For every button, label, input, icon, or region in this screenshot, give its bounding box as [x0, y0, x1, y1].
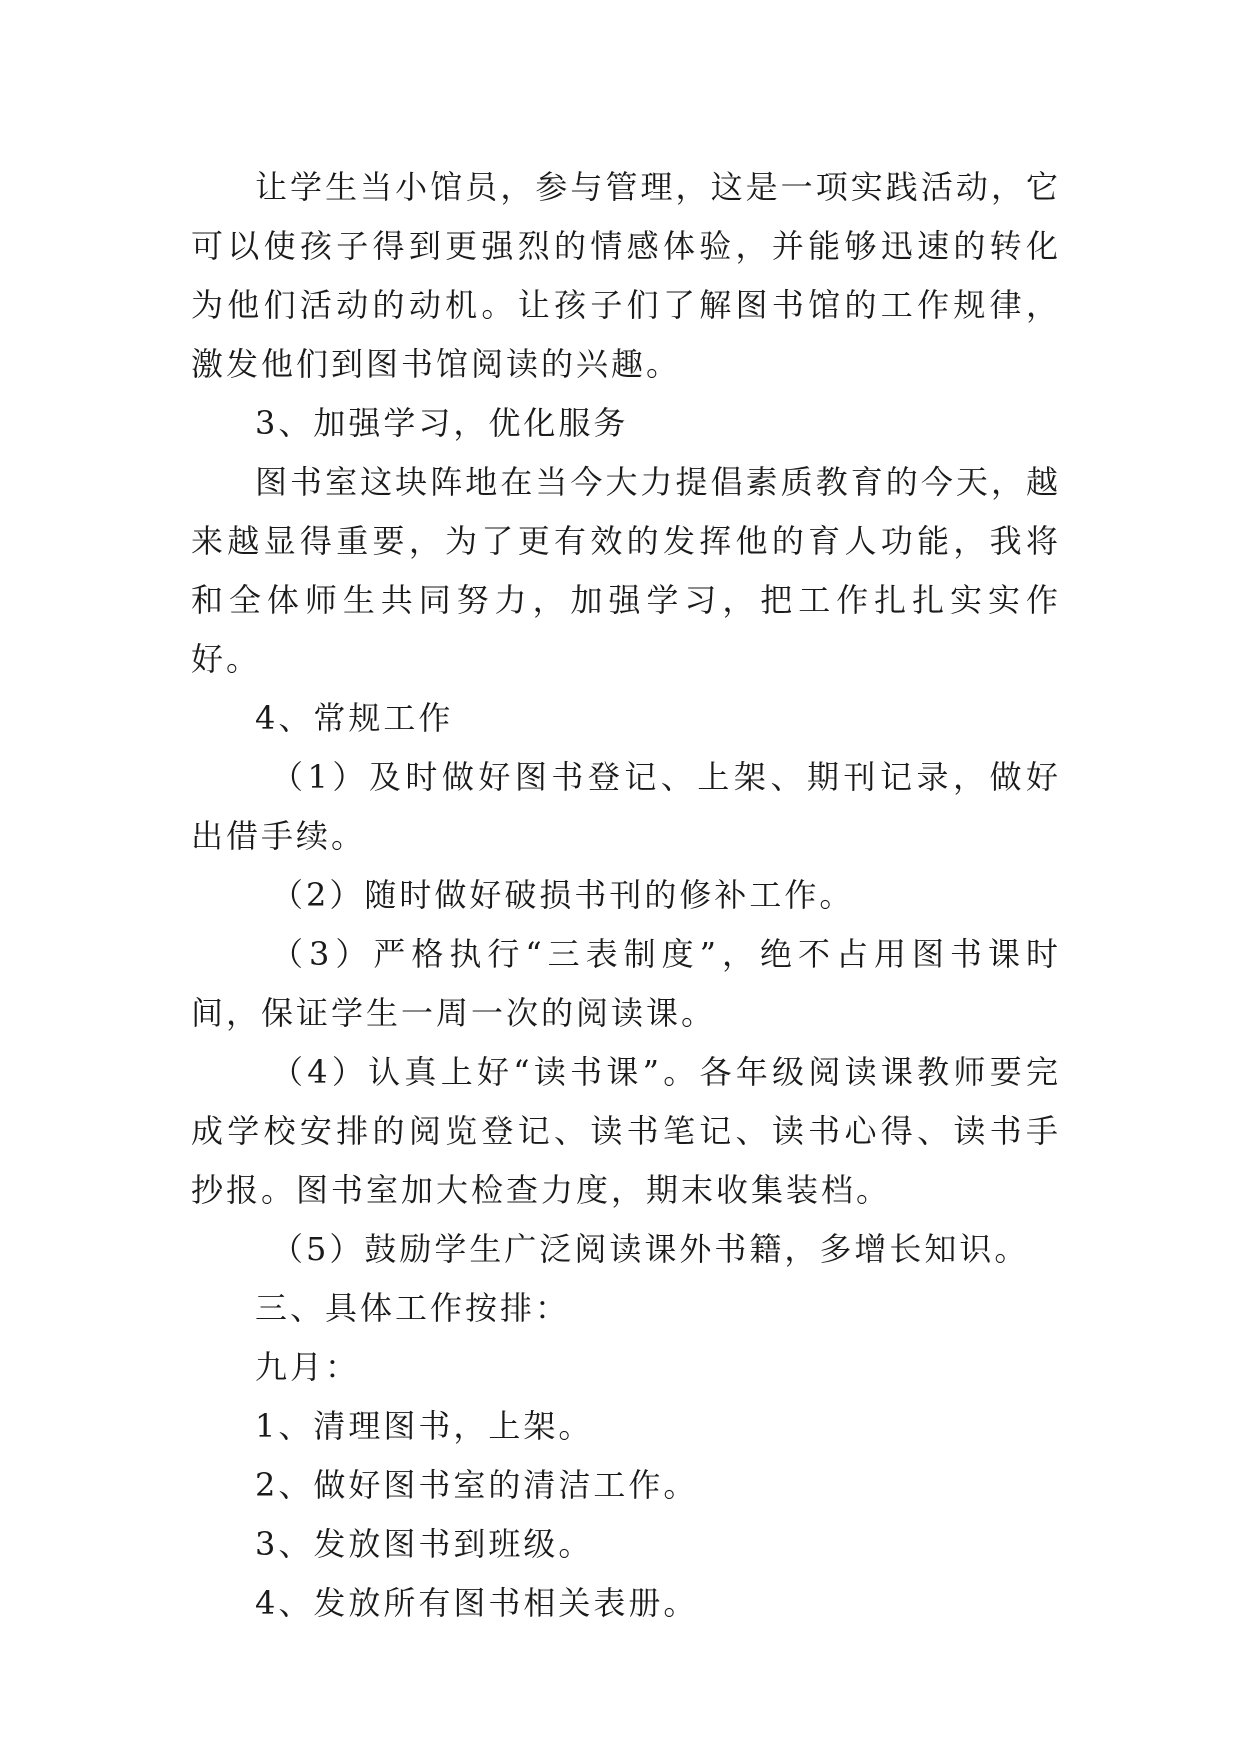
list-item-three-tables: （3）严格执行“三表制度”，绝不占用图书课时间，保证学生一周一次的阅读课。 [191, 935, 1061, 1032]
list-item-distribute-books: 3、发放图书到班级。 [255, 1525, 594, 1563]
list-item-sort-books: 1、清理图书，上架。 [255, 1407, 594, 1445]
paragraph-library-importance: 图书室这块阵地在当今大力提倡素质教育的今天，越来越显得重要，为了更有效的发挥他的育人功能，我将和全体师生共同努力，加强学习，把工作扎扎实实作好。 [191, 463, 1061, 678]
list-item-reading-class: （4）认真上好“读书课”。各年级阅读课教师要完成学校安排的阅览登记、读书笔记、读书心得、读书手抄报。图书室加大检查力度，期末收集装档。 [191, 1053, 1061, 1209]
list-item-repair: （2）随时做好破损书刊的修补工作。 [271, 876, 855, 914]
heading-work-schedule: 三、具体工作按排： [255, 1289, 571, 1327]
list-item-distribute-forms: 4、发放所有图书相关表册。 [255, 1584, 699, 1622]
heading-strengthen-learning: 3、加强学习，优化服务 [255, 404, 629, 442]
paragraph-student-librarian: 让学生当小馆员，参与管理，这是一项实践活动，它可以使孩子得到更强烈的情感体验，并能够迅速的转化为他们活动的动机。让孩子们了解图书馆的工作规律，激发他们到图书馆阅读的兴趣。 [191, 168, 1061, 383]
list-item-encourage-reading: （5）鼓励学生广泛阅读课外书籍，多增长知识。 [271, 1230, 1030, 1268]
heading-routine-work: 4、常规工作 [255, 699, 454, 737]
heading-september: 九月： [255, 1348, 361, 1386]
document-body [191, 158, 1061, 1633]
list-item-cleaning: 2、做好图书室的清洁工作。 [255, 1466, 699, 1504]
list-item-registration: （1）及时做好图书登记、上架、期刊记录，做好出借手续。 [191, 758, 1061, 855]
